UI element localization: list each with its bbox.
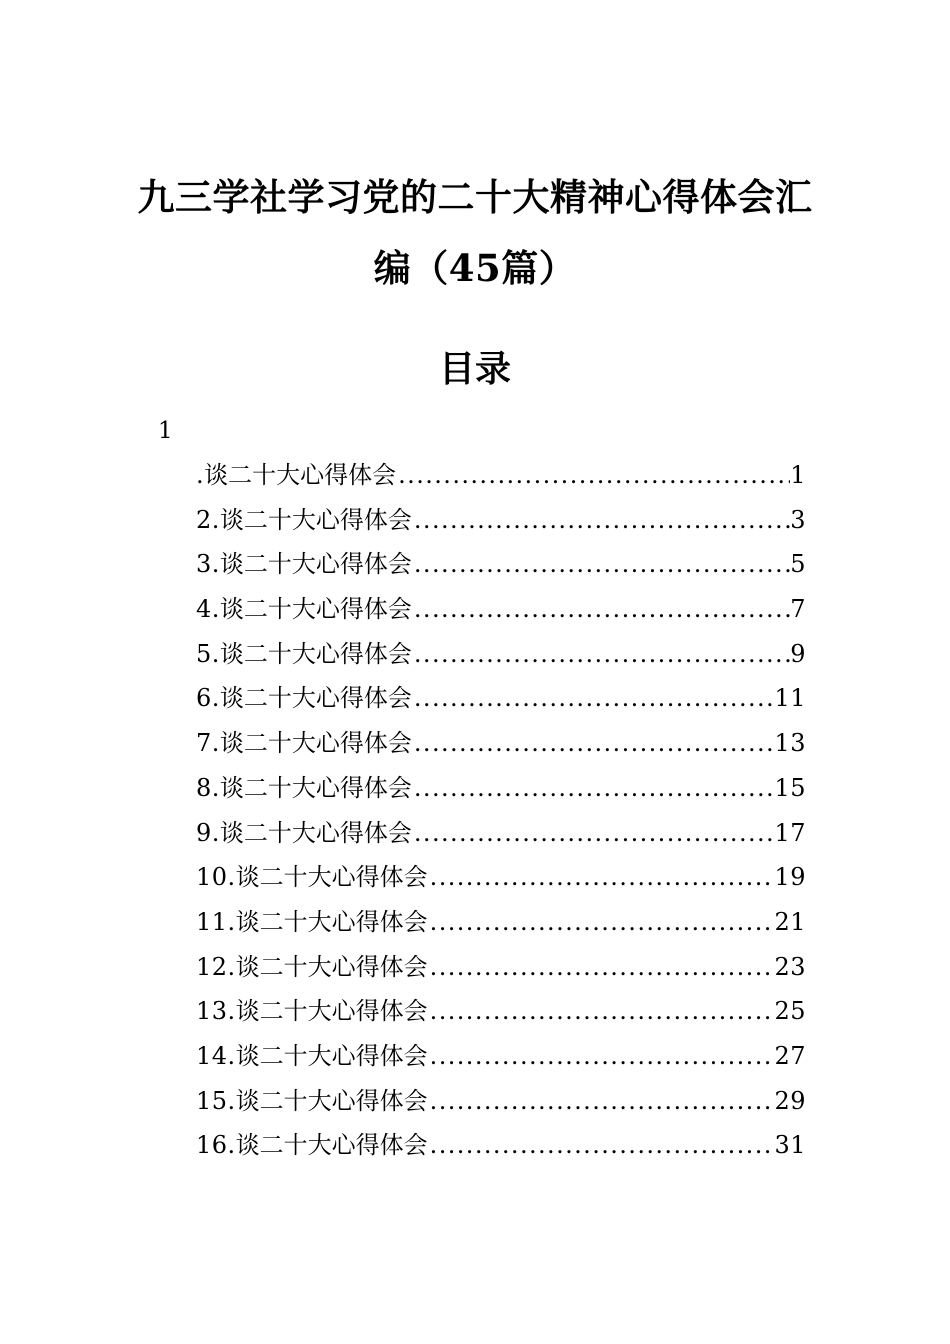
toc-entry-title: 谈二十大心得体会 bbox=[219, 818, 412, 847]
toc-entry-title: 谈二十大心得体会 bbox=[219, 684, 412, 713]
toc-entry-number: 12. bbox=[196, 952, 236, 981]
toc-entry[interactable] bbox=[196, 548, 806, 593]
toc-entry-title: 谈二十大心得体会 bbox=[204, 461, 397, 489]
toc-entry[interactable] bbox=[196, 504, 806, 549]
toc-dot-leader bbox=[412, 593, 790, 625]
toc-entry-title: 谈二十大心得体会 bbox=[219, 595, 412, 624]
toc-entry-number: 15. bbox=[196, 1086, 236, 1115]
toc-entry-page: 23 bbox=[774, 952, 806, 981]
toc-entry[interactable] bbox=[196, 995, 806, 1040]
toc-entry-title: 谈二十大心得体会 bbox=[219, 729, 412, 758]
toc-stray-number: 1 bbox=[158, 418, 173, 444]
toc-dot-leader bbox=[412, 727, 775, 759]
toc-entry[interactable] bbox=[196, 459, 806, 504]
toc-entry-number: 14. bbox=[196, 1041, 236, 1070]
toc-entry-title: 谈二十大心得体会 bbox=[235, 1086, 428, 1115]
toc-entry-page: 21 bbox=[774, 907, 806, 936]
toc-entry-number: 3. bbox=[196, 550, 220, 579]
toc-entry-title: 谈二十大心得体会 bbox=[235, 907, 428, 936]
toc-entry-number: 10. bbox=[196, 863, 236, 892]
toc-entry-title: 谈二十大心得体会 bbox=[219, 550, 412, 579]
toc-entry-title: 谈二十大心得体会 bbox=[235, 997, 428, 1026]
toc-entry-page: 7 bbox=[790, 595, 806, 624]
toc-entry-page: 29 bbox=[774, 1086, 806, 1115]
toc-entry-page: 19 bbox=[774, 863, 806, 892]
toc-entry-page: 3 bbox=[790, 505, 806, 534]
toc-entry-number: 5. bbox=[196, 639, 220, 668]
toc-entry-title: 谈二十大心得体会 bbox=[235, 1041, 428, 1070]
toc-dot-leader bbox=[396, 459, 790, 491]
toc-entry-title: 谈二十大心得体会 bbox=[235, 863, 428, 892]
toc-entry-number: 7. bbox=[196, 729, 220, 758]
toc-entry-page: 5 bbox=[790, 550, 806, 579]
toc-entry-title: 谈二十大心得体会 bbox=[235, 952, 428, 981]
toc-entry-number: 4. bbox=[196, 595, 220, 624]
table-of-contents bbox=[196, 459, 806, 1174]
toc-entry[interactable] bbox=[196, 951, 806, 996]
toc-entry-title: 谈二十大心得体会 bbox=[219, 505, 412, 534]
toc-entry-page: 9 bbox=[790, 639, 806, 668]
toc-dot-leader bbox=[428, 951, 775, 983]
toc-entry-page: 13 bbox=[774, 729, 806, 758]
toc-dot-leader bbox=[412, 638, 790, 670]
toc-entry[interactable] bbox=[196, 1040, 806, 1085]
toc-entry[interactable] bbox=[196, 906, 806, 951]
toc-entry-page: 25 bbox=[774, 997, 806, 1026]
toc-entry[interactable] bbox=[196, 727, 806, 772]
toc-entry-number: 13. bbox=[196, 997, 236, 1026]
toc-entry-number: 8. bbox=[196, 773, 220, 802]
toc-entry-number: 11. bbox=[196, 907, 236, 936]
toc-entry[interactable] bbox=[196, 861, 806, 906]
toc-entry-page: 15 bbox=[774, 773, 806, 802]
toc-dot-leader bbox=[428, 995, 775, 1027]
toc-entry-page: 27 bbox=[774, 1041, 806, 1070]
toc-dot-leader bbox=[412, 548, 790, 580]
toc-entry-title: 谈二十大心得体会 bbox=[235, 1131, 428, 1160]
toc-dot-leader bbox=[428, 1085, 775, 1117]
toc-heading: 目录 bbox=[438, 348, 511, 390]
toc-entry-number: 9. bbox=[196, 818, 220, 847]
toc-dot-leader bbox=[428, 861, 775, 893]
document-title-line-2: 编（45篇） bbox=[373, 246, 577, 290]
toc-entry[interactable] bbox=[196, 772, 806, 817]
toc-entry-page: 1 bbox=[790, 461, 806, 489]
toc-entry-title: 谈二十大心得体会 bbox=[219, 773, 412, 802]
toc-entry-number: 2. bbox=[196, 505, 220, 534]
toc-entry[interactable] bbox=[196, 1085, 806, 1130]
toc-entry[interactable] bbox=[196, 638, 806, 683]
toc-dot-leader bbox=[412, 772, 775, 804]
toc-entry[interactable] bbox=[196, 817, 806, 862]
document-title-line-1: 九三学社学习党的二十大精神心得体会汇 bbox=[137, 175, 813, 219]
toc-entry[interactable] bbox=[196, 1129, 806, 1174]
toc-dot-leader bbox=[412, 682, 775, 714]
toc-entry-page: 17 bbox=[774, 818, 806, 847]
toc-dot-leader bbox=[428, 1129, 775, 1161]
toc-dot-leader bbox=[412, 504, 790, 536]
toc-entry[interactable] bbox=[196, 682, 806, 727]
toc-entry-number: 16. bbox=[196, 1131, 236, 1160]
toc-dot-leader bbox=[412, 817, 775, 849]
toc-entry-number: . bbox=[196, 461, 205, 489]
toc-dot-leader bbox=[428, 906, 775, 938]
toc-entry-page: 31 bbox=[774, 1131, 806, 1160]
toc-entry-title: 谈二十大心得体会 bbox=[219, 639, 412, 668]
toc-entry-number: 6. bbox=[196, 684, 220, 713]
toc-entry[interactable] bbox=[196, 593, 806, 638]
toc-entry-page: 11 bbox=[774, 684, 806, 713]
toc-dot-leader bbox=[428, 1040, 775, 1072]
